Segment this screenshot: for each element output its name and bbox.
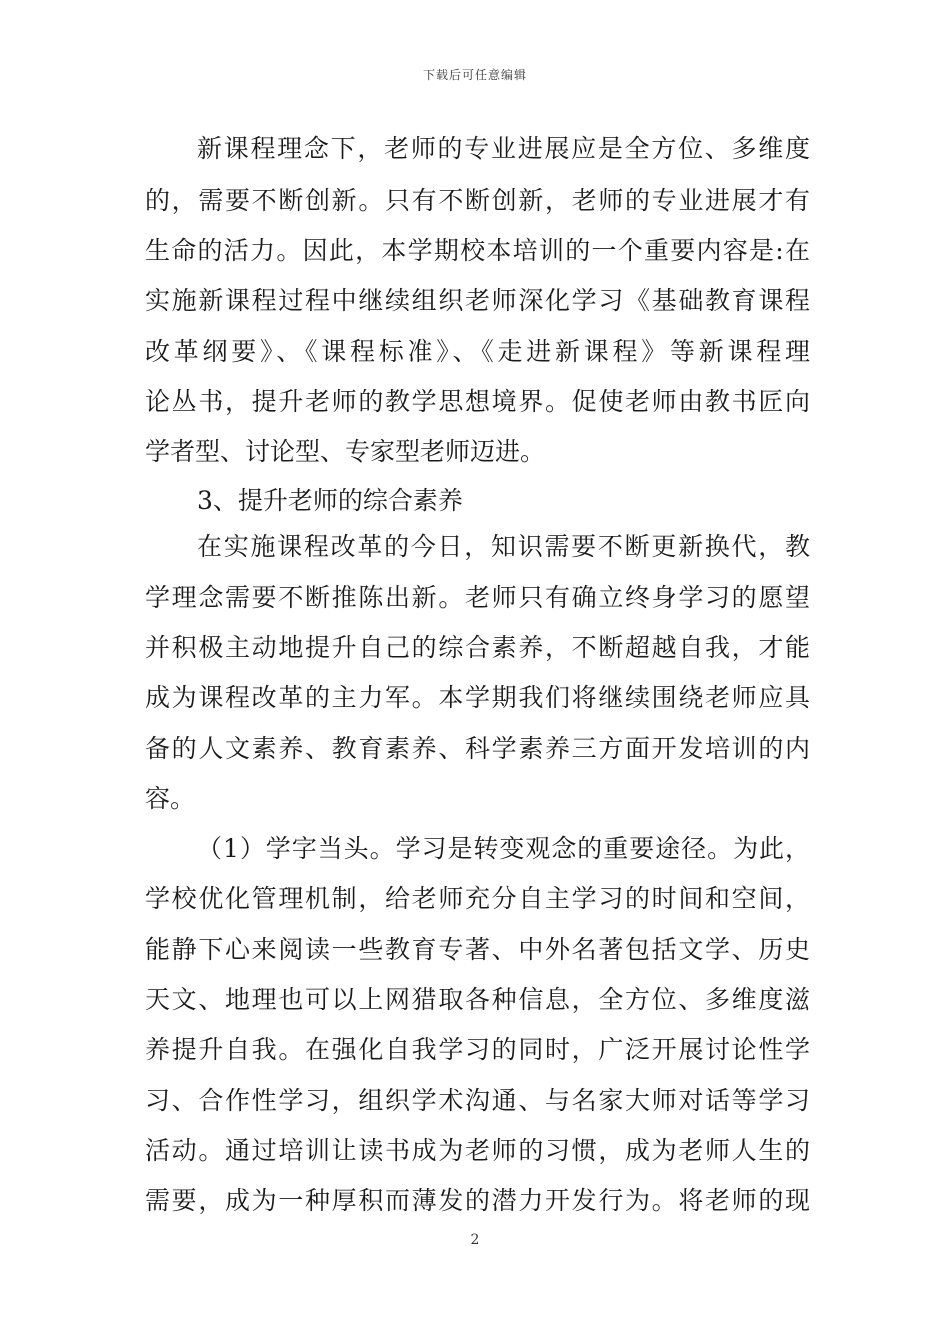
body-line: 实施新课程过程中继续组织老师深化学习《基础教育课程 bbox=[145, 286, 810, 315]
body-line: 活动。通过培训让读书成为老师的习惯，成为老师人生的 bbox=[145, 1136, 810, 1165]
body-line: （1）学字当头。学习是转变观念的重要途径。为此， bbox=[197, 834, 810, 863]
body-line: 生命的活力。因此，本学期校本培训的一个重要内容是:在 bbox=[145, 236, 810, 265]
body-line: 新课程理念下，老师的专业进展应是全方位、多维度 bbox=[197, 134, 810, 163]
body-line: 的，需要不断创新。只有不断创新，老师的专业进展才有 bbox=[145, 186, 810, 215]
body-line: 学者型、讨论型、专家型老师迈进。 bbox=[145, 437, 546, 466]
body-line: 并积极主动地提升自己的综合素养，不断超越自我，才能 bbox=[145, 633, 810, 662]
body-line: 天文、地理也可以上网猎取各种信息，全方位、多维度滋 bbox=[145, 985, 810, 1014]
body-line: 备的人文素养、教育素养、科学素养三方面开发培训的内 bbox=[145, 734, 810, 763]
body-line: 能静下心来阅读一些教育专著、中外名著包括文学、历史 bbox=[145, 935, 810, 964]
page-header-note: 下载后可任意编辑 bbox=[422, 68, 527, 82]
body-line: 习、合作性学习，组织学术沟通、与名家大师对话等学习 bbox=[145, 1086, 810, 1115]
section-heading: 3、提升老师的综合素养 bbox=[197, 486, 463, 515]
body-line: 论丛书，提升老师的教学思想境界。促使老师由教书匠向 bbox=[145, 387, 810, 416]
body-line: 成为课程改革的主力军。本学期我们将继续围绕老师应具 bbox=[145, 683, 810, 712]
body-line: 养提升自我。在强化自我学习的同时，广泛开展讨论性学 bbox=[145, 1035, 810, 1064]
body-line: 学校优化管理机制，给老师充分自主学习的时间和空间， bbox=[145, 884, 810, 913]
body-line: 学理念需要不断推陈出新。老师只有确立终身学习的愿望 bbox=[145, 583, 810, 612]
body-line: 改革纲要》、《课程标准》、《走进新课程》等新课程理 bbox=[145, 337, 810, 366]
body-line: 在实施课程改革的今日，知识需要不断更新换代，教 bbox=[197, 532, 810, 561]
page-number: 2 bbox=[470, 1232, 480, 1248]
body-line: 需要，成为一种厚积而薄发的潜力开发行为。将老师的现 bbox=[145, 1186, 810, 1215]
body-line: 容。 bbox=[145, 784, 196, 813]
